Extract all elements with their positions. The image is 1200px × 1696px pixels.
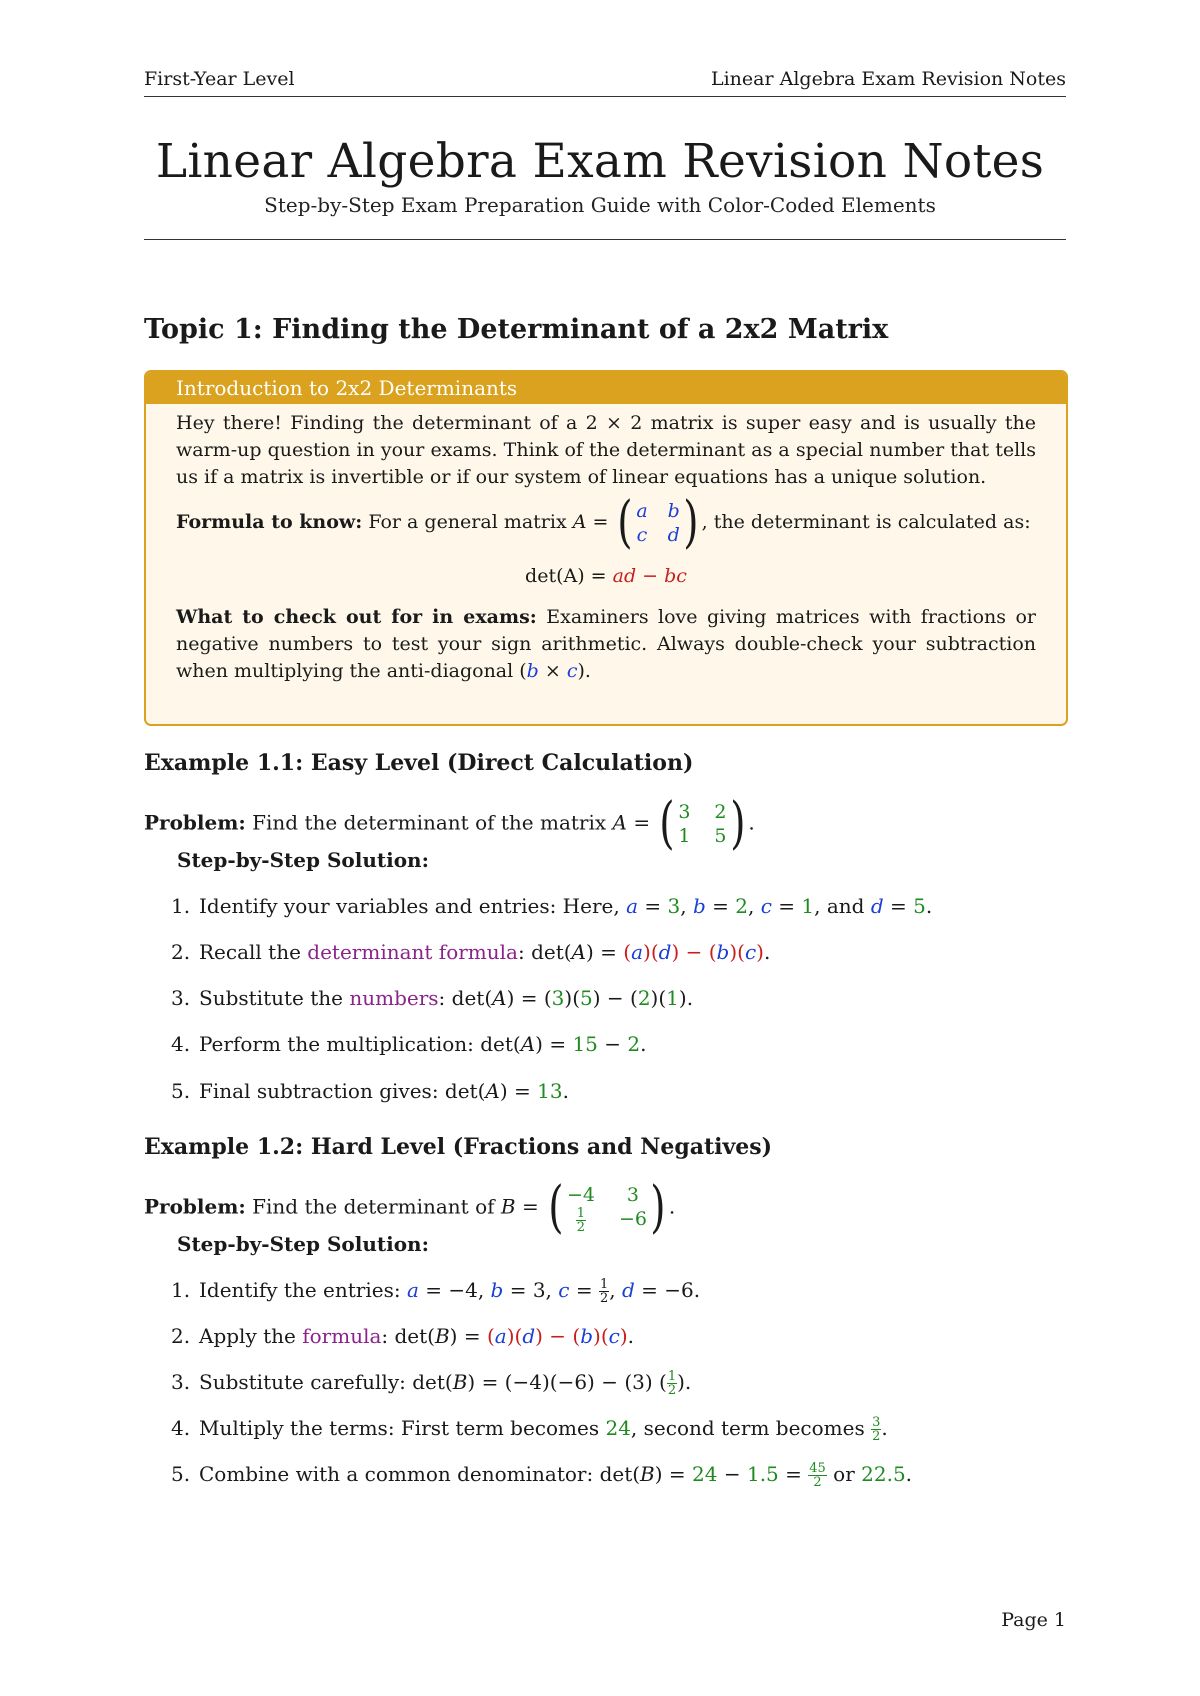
check-end: ).: [577, 660, 591, 682]
matrix-a-22: 5: [714, 825, 727, 847]
problem-text: Find the determinant of the matrix: [252, 810, 607, 835]
document-title: Linear Algebra Exam Revision Notes: [155, 134, 1045, 189]
exam-check-paragraph: [176, 604, 1036, 685]
example-2-problem: Problem: Find the determinant of B = ( −4 3 $\frac{1}{2}$ −6 ) .: [144, 1175, 676, 1240]
header-left: First-Year Level: [144, 68, 295, 90]
formula-text-b: , the determinant is calculated as:: [701, 511, 1031, 533]
example-2-step-2: 2. Apply the formula: det(B) = (a)(d) − (b)(c).: [171, 1324, 634, 1348]
topic-heading: Topic 1: Finding the Determinant of a 2x2 Matrix: [144, 314, 889, 345]
matrix-a-12: 2: [714, 801, 727, 823]
example-1-step-3: 3. Substitute the numbers: det(A) = (3)(5) − (2)(1).: [171, 986, 694, 1010]
matrix-a: ( 3 2 1 5 ): [659, 791, 746, 856]
example-2-step-4: 4. Multiply the terms: First term becomes 24, second term becomes $\frac{3}{2}$ .: [171, 1415, 888, 1444]
example-1-step-5: 5. Final subtraction gives: det(A) = 13.: [171, 1079, 569, 1103]
matrix-a-21: 1: [678, 825, 691, 847]
title-divider: [144, 239, 1066, 240]
matrix-b-21: $\frac{1}{2}$: [576, 1205, 586, 1235]
intro-box-body: [146, 404, 1066, 685]
check-c: c: [566, 660, 578, 682]
example-1-problem: Problem: Find the determinant of the matrix A = ( 3 2 1 5 ) .: [144, 791, 755, 856]
matrix-entry-a: a: [636, 500, 648, 522]
intro-box: [144, 370, 1068, 726]
check-text: Examiners love giving matrices with fractions or negative numbers to test your sign arithmetic. Always double-check your subtraction when multiplying the anti-diagonal (: [176, 606, 1037, 682]
matrix-b-22: −6: [618, 1207, 647, 1230]
matrix-b-11: −4: [566, 1183, 595, 1206]
intro-paragraph: Hey there! Finding the determinant of a 2 × 2 matrix is super easy and is usually the warm-up question in your exams. Think of the determinant as a special number that tells us if a matrix is invertible or if our system of linear equations has a unique solution.: [176, 412, 1036, 488]
example-1-solution-heading: Step-by-Step Solution:: [177, 848, 429, 872]
problem-text: Find the determinant of: [252, 1194, 495, 1219]
general-matrix: ( a b c d ): [617, 490, 699, 555]
document-subtitle: Step-by-Step Exam Preparation Guide with Color-Coded Elements: [264, 193, 936, 217]
problem-label: Problem:: [144, 810, 246, 835]
formula-text-a: For a general matrix: [368, 511, 567, 533]
example-1-heading: Example 1.1: Easy Level (Direct Calculation): [144, 750, 694, 776]
matrix-a-11: 3: [678, 801, 691, 823]
page-number: Page 1: [1001, 1609, 1066, 1631]
example-2-heading: Example 1.2: Hard Level (Fractions and Negatives): [144, 1134, 773, 1160]
example-1-step-2: 2. Recall the determinant formula: det(A) = (a)(d) − (b)(c).: [171, 940, 771, 964]
matrix-b: ( −4 3 $\frac{1}{2}$ −6 ): [548, 1175, 666, 1240]
formula-line: Formula to know: For a general matrix A = ( a b c d ) , the determinant is calculated as:: [176, 490, 1031, 555]
check-b: b: [526, 660, 539, 682]
example-2-solution-heading: Step-by-Step Solution:: [177, 1232, 429, 1256]
matrix-entry-b: b: [667, 500, 680, 522]
example-2-step-3: 3. Substitute carefully: det(B) = (−4)(−6) − (3) ( $\frac{1}{2}$ ).: [171, 1369, 692, 1398]
determinant-formula: [176, 563, 1036, 590]
matrix-b-12: 3: [626, 1183, 639, 1206]
example-2-step-5: 5. Combine with a common denominator: det(B) = 24 − 1.5 = $\frac{45}{2}$ or 22.5.: [171, 1461, 913, 1490]
det-lhs: det(A) =: [525, 565, 613, 587]
example-2-step-1: 1. Identify the entries: a = −4, b = 3, c = $\frac{1}{2}$ , d = −6.: [171, 1277, 701, 1306]
formula-label: Formula to know:: [176, 511, 363, 533]
example-1-step-4: 4. Perform the multiplication: det(A) = 15 − 2.: [171, 1032, 647, 1056]
running-header: [144, 66, 1066, 97]
det-rhs: ad − bc: [612, 565, 687, 587]
example-1-step-1: 1. Identify your variables and entries: Here, a = 3, b = 2, c = 1, and d = 5.: [171, 894, 933, 918]
matrix-entry-c: c: [636, 524, 648, 546]
intro-box-heading: Introduction to 2x2 Determinants: [146, 372, 1066, 404]
problem-label: Problem:: [144, 1194, 246, 1219]
check-times: ×: [538, 660, 567, 682]
check-label: What to check out for in exams:: [176, 606, 537, 628]
matrix-entry-d: d: [667, 524, 680, 546]
header-right: Linear Algebra Exam Revision Notes: [710, 68, 1066, 90]
